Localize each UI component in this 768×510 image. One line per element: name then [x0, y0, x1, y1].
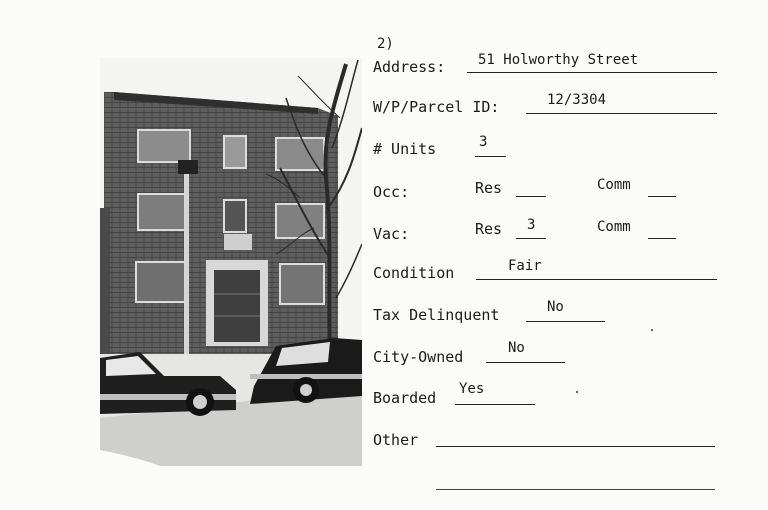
tax-delinquent-label: Tax Delinquent — [373, 306, 500, 324]
other-label: Other — [373, 431, 419, 449]
occ-comm-line — [648, 196, 676, 197]
city-owned-value: No — [508, 340, 525, 356]
occ-res-label: Res — [475, 179, 503, 197]
address-value: 51 Holworthy Street — [478, 52, 639, 68]
parcel-id-value: 12/3304 — [547, 92, 607, 108]
boarded-label: Boarded — [373, 389, 437, 407]
vac-res-line — [516, 238, 546, 239]
city-owned-label: City-Owned — [373, 348, 464, 366]
occ-comm-label: Comm — [597, 177, 631, 193]
vac-res-label: Res — [475, 220, 503, 238]
paper-speck — [651, 329, 653, 331]
building-photo — [100, 58, 362, 466]
paper-speck — [576, 391, 578, 393]
boarded-line — [455, 404, 535, 405]
parcel-id-label: W/P/Parcel ID: — [373, 98, 500, 116]
item-number: 2) — [377, 36, 394, 52]
parcel-id-line — [526, 113, 717, 114]
other-line — [436, 446, 715, 447]
tax-delinquent-value: No — [547, 299, 564, 315]
occ-label: Occ: — [373, 183, 410, 201]
occ-res-line — [516, 196, 546, 197]
condition-line — [476, 279, 717, 280]
vac-label: Vac: — [373, 225, 410, 243]
boarded-value: Yes — [459, 381, 485, 397]
units-value: 3 — [479, 134, 488, 150]
address-label: Address: — [373, 58, 446, 76]
address-line — [467, 72, 717, 73]
condition-value: Fair — [508, 258, 542, 274]
units-label: # Units — [373, 140, 437, 158]
condition-label: Condition — [373, 264, 455, 282]
vac-comm-label: Comm — [597, 219, 631, 235]
other-line-2 — [436, 489, 715, 490]
vac-res-value: 3 — [527, 217, 536, 233]
vac-comm-line — [648, 238, 676, 239]
city-owned-line — [486, 362, 565, 363]
units-line — [475, 156, 506, 157]
tax-delinquent-line — [526, 321, 605, 322]
